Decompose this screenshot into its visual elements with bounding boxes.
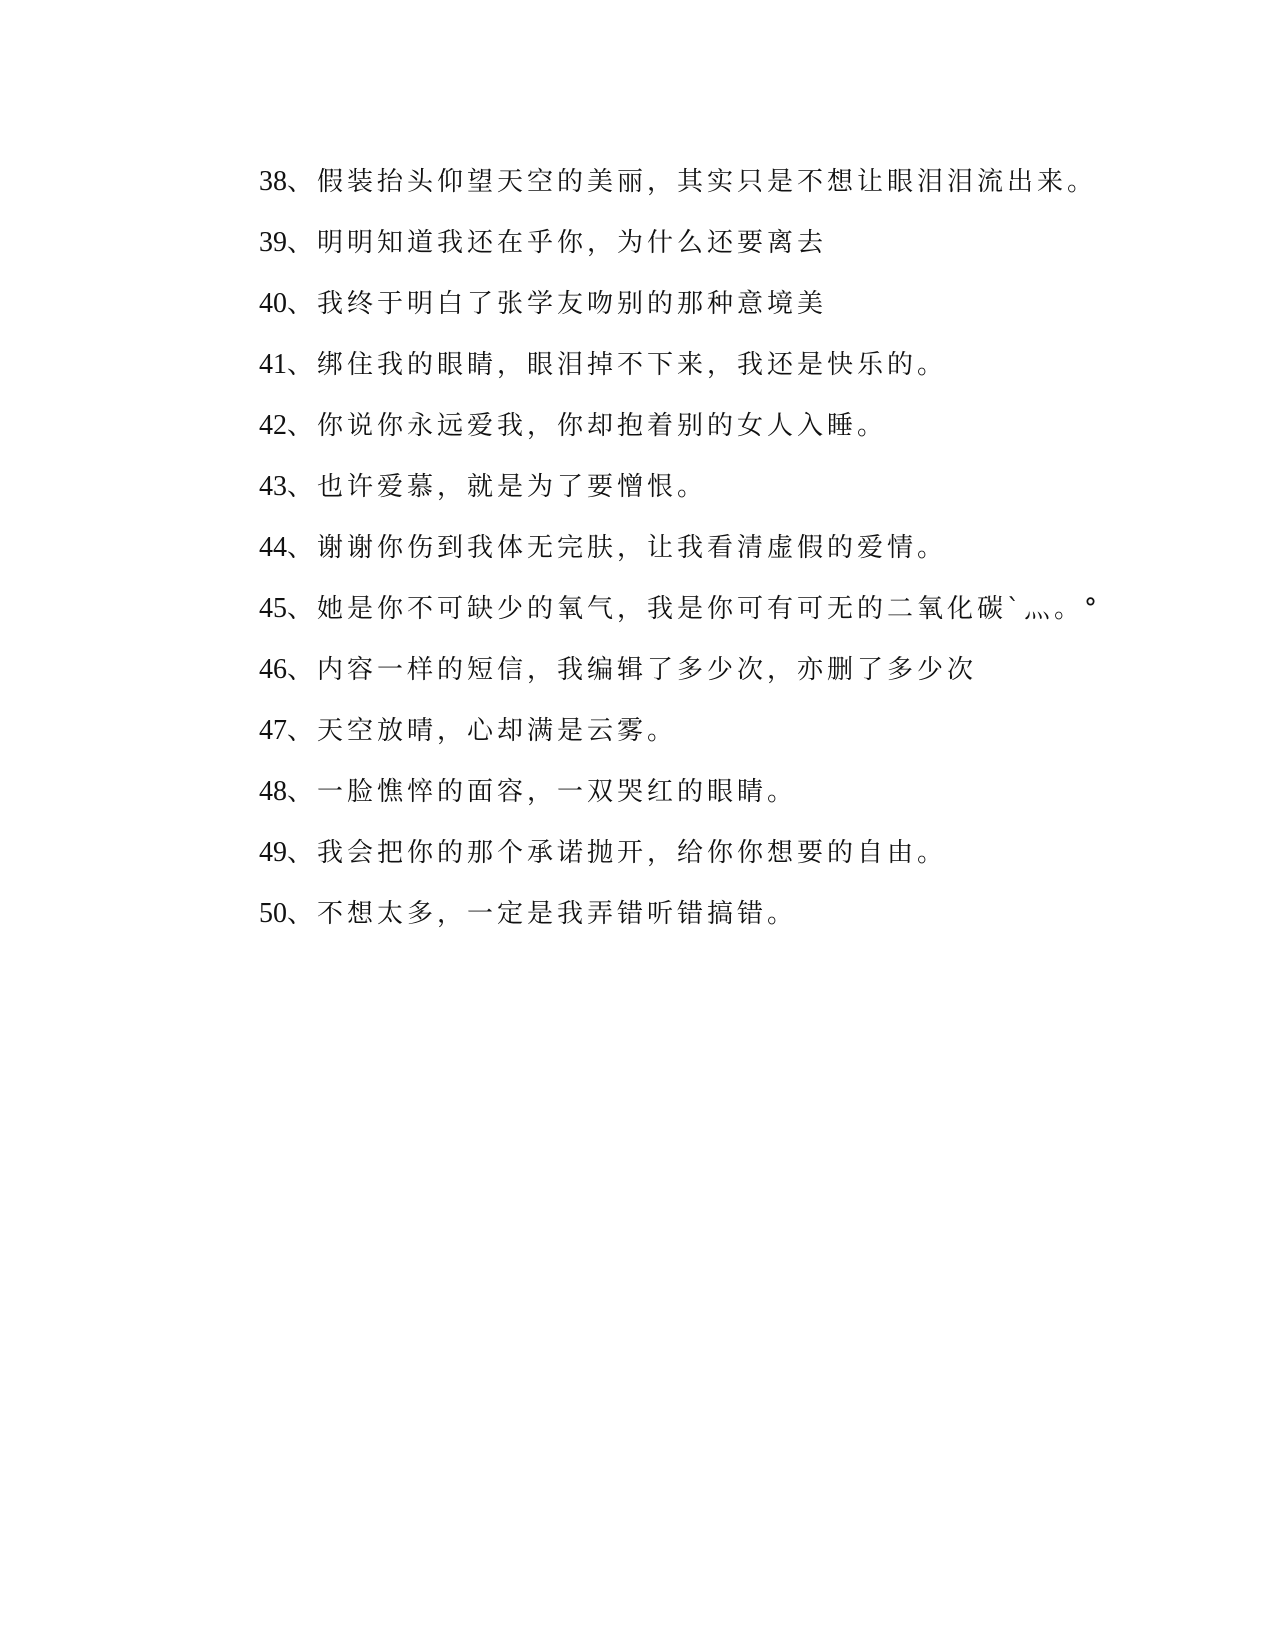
- item-text: 、明明知道我还在乎你，为什么还要离去: [287, 228, 828, 258]
- item-number: 40: [259, 288, 287, 319]
- item-text: 、她是你不可缺少的氧气，我是你可有可无的二氧化碳`灬。°: [287, 594, 1102, 624]
- item-text: 、也许爱慕，就是为了要憎恨。: [287, 472, 708, 502]
- item-number: 41: [259, 349, 287, 380]
- list-item: [259, 404, 1189, 465]
- item-text: 、不想太多，一定是我弄错听错搞错。: [287, 899, 798, 929]
- list-item: [259, 892, 1189, 953]
- item-number: 45: [259, 593, 287, 624]
- list-item: [259, 770, 1189, 831]
- item-text: 、我终于明白了张学友吻别的那种意境美: [287, 289, 828, 319]
- list-item: [259, 282, 1189, 343]
- item-text: 、内容一样的短信，我编辑了多少次，亦删了多少次: [287, 655, 978, 685]
- item-number: 39: [259, 227, 287, 258]
- list-item: [259, 709, 1189, 770]
- item-text: 、谢谢你伤到我体无完肤，让我看清虚假的爱情。: [287, 533, 948, 563]
- item-text: 、天空放晴，心却满是云雾。: [287, 716, 678, 746]
- item-number: 44: [259, 532, 287, 563]
- list-item: [259, 526, 1189, 587]
- item-number: 42: [259, 410, 287, 441]
- list-item: [259, 465, 1189, 526]
- list-item: [259, 343, 1189, 404]
- item-number: 47: [259, 715, 287, 746]
- item-text: 、绑住我的眼睛，眼泪掉不下来，我还是快乐的。: [287, 350, 948, 380]
- item-number: 50: [259, 898, 287, 929]
- item-text: 、一脸憔悴的面容，一双哭红的眼睛。: [287, 777, 798, 807]
- item-number: 48: [259, 776, 287, 807]
- item-number: 46: [259, 654, 287, 685]
- item-number: 38: [259, 166, 287, 197]
- item-number: 49: [259, 837, 287, 868]
- item-text: 、我会把你的那个承诺抛开，给你你想要的自由。: [287, 838, 948, 868]
- list-item: [259, 160, 1189, 221]
- list-item: [259, 587, 1189, 648]
- item-number: 43: [259, 471, 287, 502]
- item-text: 、你说你永远爱我，你却抱着别的女人入睡。: [287, 411, 888, 441]
- list-item: [259, 648, 1189, 709]
- sentence-list: [259, 160, 1189, 953]
- list-item: [259, 831, 1189, 892]
- item-text: 、假装抬头仰望天空的美丽，其实只是不想让眼泪泪流出来。: [287, 167, 1098, 197]
- list-item: [259, 221, 1189, 282]
